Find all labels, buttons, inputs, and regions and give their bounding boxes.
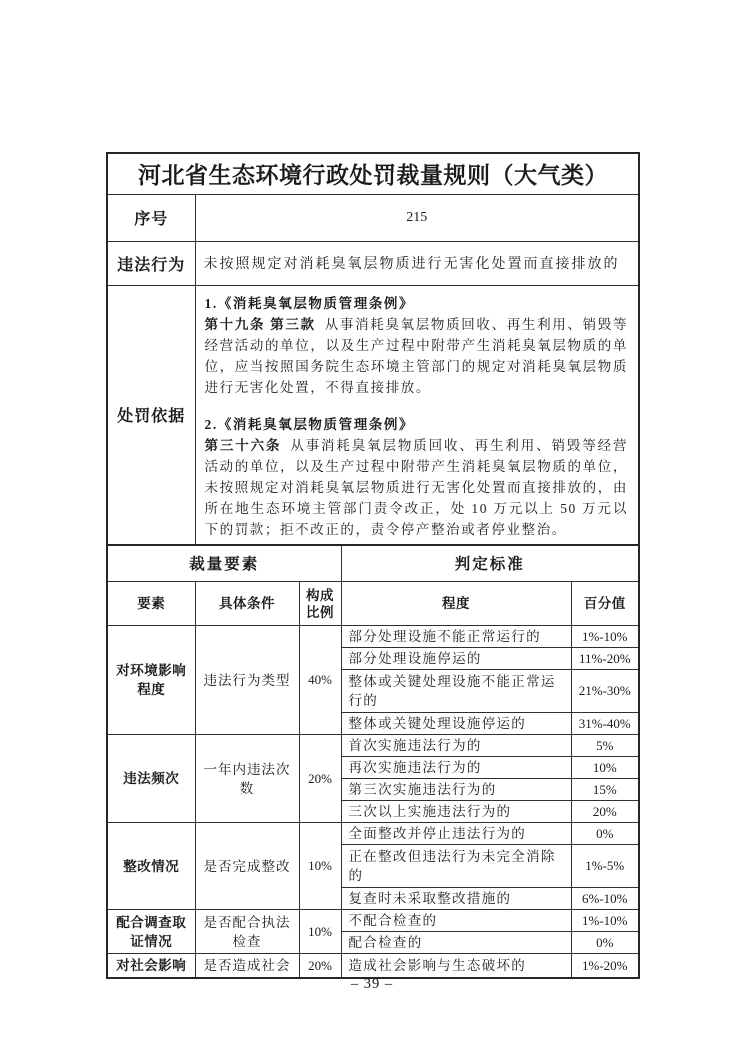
- proportion-cell: 10%: [299, 910, 341, 954]
- factor-cell: 违法频次: [107, 735, 195, 823]
- penalty-basis-label: 处罚依据: [107, 285, 195, 545]
- regulation-body: [205, 314, 629, 398]
- col-header-percent: 百分值: [571, 582, 639, 626]
- document-sheet: [106, 152, 638, 979]
- regulation-item: [205, 414, 629, 540]
- factor-cell: 整改情况: [107, 823, 195, 910]
- condition-cell: 违法行为类型: [195, 626, 299, 735]
- criteria-row: [107, 735, 639, 757]
- col-header-factor: 要素: [107, 582, 195, 626]
- percent-cell: 21%-30%: [571, 670, 639, 713]
- condition-cell: 一年内违法次数: [195, 735, 299, 823]
- criteria-header-row: [107, 545, 639, 582]
- factor-cell: 对环境影响程度: [107, 626, 195, 735]
- percent-cell: 20%: [571, 801, 639, 823]
- criteria-row: [107, 823, 639, 845]
- percent-cell: 1%-10%: [571, 626, 639, 648]
- degree-cell: 复查时未采取整改措施的: [341, 888, 571, 910]
- factor-cell: 配合调查取证情况: [107, 910, 195, 954]
- discretion-factors-header: 裁量要素: [107, 545, 341, 582]
- regulation-title: 2.《消耗臭氧层物质管理条例》: [204, 416, 415, 432]
- serial-row: [107, 194, 639, 241]
- regulation-title: 1.《消耗臭氧层物质管理条例》: [204, 295, 415, 311]
- title-row: [107, 153, 639, 194]
- proportion-cell: 10%: [299, 823, 341, 910]
- penalty-basis-row: [107, 285, 639, 545]
- percent-cell: 10%: [571, 757, 639, 779]
- degree-cell: 整体或关键处理设施停运的: [341, 713, 571, 735]
- percent-cell: 5%: [571, 735, 639, 757]
- violation-value: 未按照规定对消耗臭氧层物质进行无害化处置而直接排放的: [195, 241, 639, 285]
- col-header-condition: 具体条件: [195, 582, 299, 626]
- percent-cell: 1%-20%: [571, 954, 639, 979]
- percent-cell: 31%-40%: [571, 713, 639, 735]
- criteria-row: [107, 954, 639, 979]
- page-number: – 39 –: [350, 976, 394, 992]
- regulation-article: 第三十六条: [204, 437, 282, 453]
- factor-cell: 对社会影响: [107, 954, 195, 979]
- degree-cell: 部分处理设施停运的: [341, 648, 571, 670]
- condition-cell: 是否配合执法检查: [195, 910, 299, 954]
- percent-cell: 15%: [571, 779, 639, 801]
- degree-cell: 全面整改并停止违法行为的: [341, 823, 571, 845]
- penalty-basis-content: [195, 285, 639, 545]
- degree-cell: 不配合检查的: [341, 910, 571, 932]
- percent-cell: 1%-5%: [571, 845, 639, 888]
- col-header-proportion: 构成比例: [299, 582, 341, 626]
- document-title: 河北省生态环境行政处罚裁量规则（大气类）: [107, 153, 639, 194]
- proportion-cell: 20%: [299, 954, 341, 979]
- judgment-standard-header: 判定标准: [341, 545, 639, 582]
- degree-cell: 首次实施违法行为的: [341, 735, 571, 757]
- penalty-discretion-table: [106, 152, 640, 979]
- col-header-degree: 程度: [341, 582, 571, 626]
- violation-label: 违法行为: [107, 241, 195, 285]
- degree-cell: 正在整改但违法行为未完全消除的: [341, 845, 571, 888]
- percent-cell: 11%-20%: [571, 648, 639, 670]
- degree-cell: 整体或关键处理设施不能正常运行的: [341, 670, 571, 713]
- degree-cell: 造成社会影响与生态破坏的: [341, 954, 571, 979]
- criteria-row: [107, 626, 639, 648]
- degree-cell: 再次实施违法行为的: [341, 757, 571, 779]
- proportion-cell: 40%: [299, 626, 341, 735]
- percent-cell: 1%-10%: [571, 910, 639, 932]
- percent-cell: 0%: [571, 932, 639, 954]
- regulation-body: [205, 435, 629, 540]
- regulation-text: 从事消耗臭氧层物质回收、再生利用、销毁等经营活动的单位，以及生产过程中附带产生消耗臭氧层物质的单位，应当按照国务院生态环境主管部门的规定对消耗臭氧层物质进行无害化处置，不得直接排放。: [204, 316, 629, 395]
- criteria-subheader-row: [107, 582, 639, 626]
- serial-label: 序号: [107, 194, 195, 241]
- regulation-item: [205, 293, 629, 398]
- percent-cell: 0%: [571, 823, 639, 845]
- degree-cell: 配合检查的: [341, 932, 571, 954]
- regulation-article: 第十九条 第三款: [204, 316, 316, 332]
- regulation-text: 从事消耗臭氧层物质回收、再生利用、销毁等经营活动的单位，以及生产过程中附带产生消耗臭氧层物质的单位，未按照规定对消耗臭氧层物质进行无害化处置而直接排放的，由所在地生态环境主管部门责令改正，处 10 万元以上 50 万元以下的罚款；拒不改正的，责令停产整治或者停业整治。: [204, 437, 629, 537]
- criteria-row: [107, 910, 639, 932]
- degree-cell: 三次以上实施违法行为的: [341, 801, 571, 823]
- degree-cell: 第三次实施违法行为的: [341, 779, 571, 801]
- violation-row: [107, 241, 639, 285]
- condition-cell: 是否完成整改: [195, 823, 299, 910]
- percent-cell: 6%-10%: [571, 888, 639, 910]
- degree-cell: 部分处理设施不能正常运行的: [341, 626, 571, 648]
- condition-cell: 是否造成社会: [195, 954, 299, 979]
- proportion-cell: 20%: [299, 735, 341, 823]
- serial-value: 215: [195, 194, 639, 241]
